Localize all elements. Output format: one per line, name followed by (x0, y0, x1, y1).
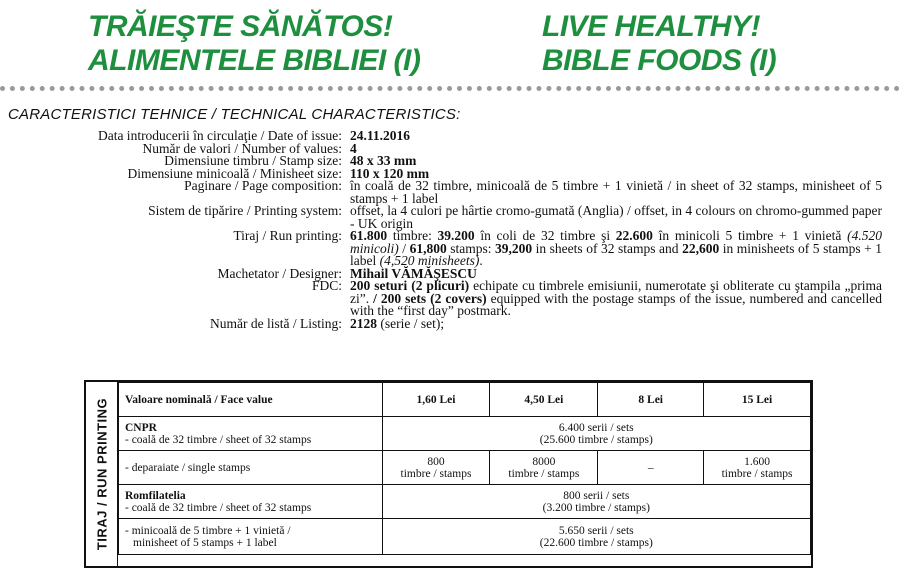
single-value-4 (704, 451, 811, 485)
run-ro-mini: 22.600 (615, 228, 653, 243)
header-value-2: 4,50 Lei (490, 383, 598, 417)
single-count: 8000 (532, 455, 556, 468)
spec-label: FDC: (311, 278, 342, 293)
table-row-header (119, 383, 811, 417)
run-en-mini: 22,600 (682, 240, 720, 256)
listing-number: 2128 (350, 315, 377, 331)
spec-page-composition (0, 180, 900, 205)
title-ro-line2: ALIMENTELE BIBLIEI (I) (88, 44, 421, 77)
spec-value: 24.11.2016 (350, 128, 411, 143)
single-unit: timbre / stamps (400, 467, 472, 480)
title-ro-line1: TRĂIEŞTE SĂNĂTOS! (88, 10, 393, 43)
table-row-romfil-sheet (119, 485, 811, 519)
run-text: timbre: (387, 228, 438, 243)
spec-label: Paginare / Page composition: (184, 178, 342, 193)
minisheet-sets: 5.650 serii / sets (558, 524, 634, 537)
run-printing-side-label (86, 382, 118, 566)
minisheet-value (382, 519, 810, 555)
spec-label: Machetator / Designer: (217, 265, 342, 281)
romfil-sheet-label: - coală de 32 timbre / sheet of 32 stamps (125, 501, 312, 514)
romfil-sheet-sets: 800 serii / sets (563, 489, 630, 502)
listing-rest: (serie / set); (377, 315, 445, 331)
fdc-en-bold: / 200 sets (2 covers) (373, 290, 487, 306)
run-text: in minisheets of 5 stamps + 1 label (350, 240, 882, 268)
single-value-3 (598, 451, 704, 485)
title-english (542, 10, 776, 78)
cnpr-sheet-sets: 6.400 serii / sets (558, 421, 634, 434)
spec-value: 48 x 33 mm (350, 153, 417, 168)
side-label-text: TIRAJ / RUN PRINTING (94, 397, 109, 551)
fdc-en-text: equipped with the postage stamps of the issue, numbered and cancelled with the “first day” postmark. (350, 290, 883, 318)
single-value-2 (490, 451, 598, 485)
run-ro-total: 61.800 (350, 228, 388, 243)
spec-value (350, 230, 882, 268)
run-en-total: 61,800 (409, 240, 447, 256)
minisheet-label-line1: - minicoală de 5 timbre + 1 vinietă / (125, 524, 291, 537)
cnpr-sheet-stamps: (25.600 timbre / stamps) (539, 433, 653, 446)
table-row-single-stamps (119, 451, 811, 485)
minisheet-stamps: (22.600 timbre / stamps) (539, 536, 653, 549)
run-printing-table (118, 382, 811, 555)
run-text: în minicoli 5 timbre + 1 vinietă (652, 228, 848, 243)
spec-value (350, 315, 882, 331)
header-value-4: 15 Lei (704, 383, 811, 417)
romfil-sheet-value (382, 485, 810, 519)
title-en-line1: LIVE HEALTHY! (542, 10, 760, 43)
table-row-minisheet (119, 519, 811, 555)
spec-fdc (0, 280, 900, 318)
spec-value (350, 280, 882, 318)
spec-label: Tiraj / Run printing: (233, 228, 342, 243)
run-text: . (479, 253, 483, 268)
spec-value: în coală de 32 timbre, minicoală de 5 timbre + 1 vinietă / in sheet of 32 stamps, minisheet of 5 stamps + 1 label (350, 178, 882, 206)
spec-label: Sistem de tipărire / Printing system: (148, 203, 342, 218)
cnpr-label-cell (119, 417, 383, 451)
single-stamps-label: - deparaiate / single stamps (119, 451, 383, 485)
spec-value: 4 (350, 140, 357, 156)
minisheet-label-cell (119, 519, 383, 555)
run-text: / (398, 240, 410, 256)
single-unit: timbre / stamps (508, 467, 580, 480)
spec-value: offset, la 4 culori pe hârtie cromo-gumată (Anglia) / offset, in 4 colours on chromo-gummed paper - UK origin (350, 203, 882, 231)
run-text: stamps: (446, 240, 495, 256)
spec-label: Dimensiune timbru / Stamp size: (164, 153, 342, 168)
table-row-cnpr-sheet (119, 417, 811, 451)
spec-issue-date (0, 130, 900, 143)
spec-value: Mihail VĂMĂŞESCU (350, 265, 477, 281)
romfil-label-cell (119, 485, 383, 519)
spec-listing (0, 315, 900, 331)
cnpr-title: CNPR (125, 421, 157, 434)
run-ro-sheets: 39.200 (437, 228, 475, 243)
spec-value: 110 x 120 mm (350, 165, 430, 181)
header-value-1: 1,60 Lei (382, 383, 490, 417)
fdc-ro-bold: 200 seturi (2 plicuri) (350, 278, 470, 293)
fdc-ro-text: echipate cu timbrele emisiunii, numerotate şi obliterate cu ştampila „prima zi”. (350, 278, 882, 306)
title-romanian (88, 10, 420, 78)
romfil-sheet-stamps: (3.200 timbre / stamps) (542, 501, 650, 514)
run-printing-table-box (84, 380, 813, 568)
single-count: 1.600 (744, 455, 770, 468)
spec-label: Număr de listă / Listing: (210, 315, 342, 331)
specs-list (0, 130, 900, 330)
header-face-value: Valoare nominală / Face value (119, 383, 383, 417)
spec-values (0, 140, 900, 156)
dotted-divider (0, 86, 900, 91)
spec-label: Data introducerii în circulaţie / Date of issue: (97, 128, 342, 143)
section-title: CARACTERISTICI TEHNICE / TECHNICAL CHARACTERISTICS: (8, 106, 461, 123)
romfil-title: Romfilatelia (125, 489, 186, 502)
spec-label: Număr de valori / Number of values: (142, 140, 342, 156)
run-text: in sheets of 32 stamps and (532, 240, 683, 256)
title-en-line2: BIBLE FOODS (I) (542, 44, 777, 77)
single-unit: timbre / stamps (721, 467, 793, 480)
run-text: în coli de 32 timbre şi (474, 228, 616, 243)
single-value-1 (382, 451, 490, 485)
run-en-mini-count: (4,520 minisheets) (379, 253, 480, 268)
single-count: – (647, 461, 654, 474)
cnpr-sheet-label: - coală de 32 timbre / sheet of 32 stamps (125, 433, 312, 446)
minisheet-label-line2: minisheet of 5 stamps + 1 label (133, 536, 277, 549)
single-count: 800 (427, 455, 445, 468)
spec-printing-system (0, 205, 900, 230)
run-en-sheets: 39,200 (495, 240, 533, 256)
cnpr-sheet-value (382, 417, 810, 451)
spec-label: Dimensiune minicoală / Minisheet size: (127, 165, 342, 181)
spec-run-printing (0, 230, 900, 268)
header-value-3: 8 Lei (598, 383, 704, 417)
run-ro-mini-count: (4.520 minicoli) (350, 228, 882, 256)
